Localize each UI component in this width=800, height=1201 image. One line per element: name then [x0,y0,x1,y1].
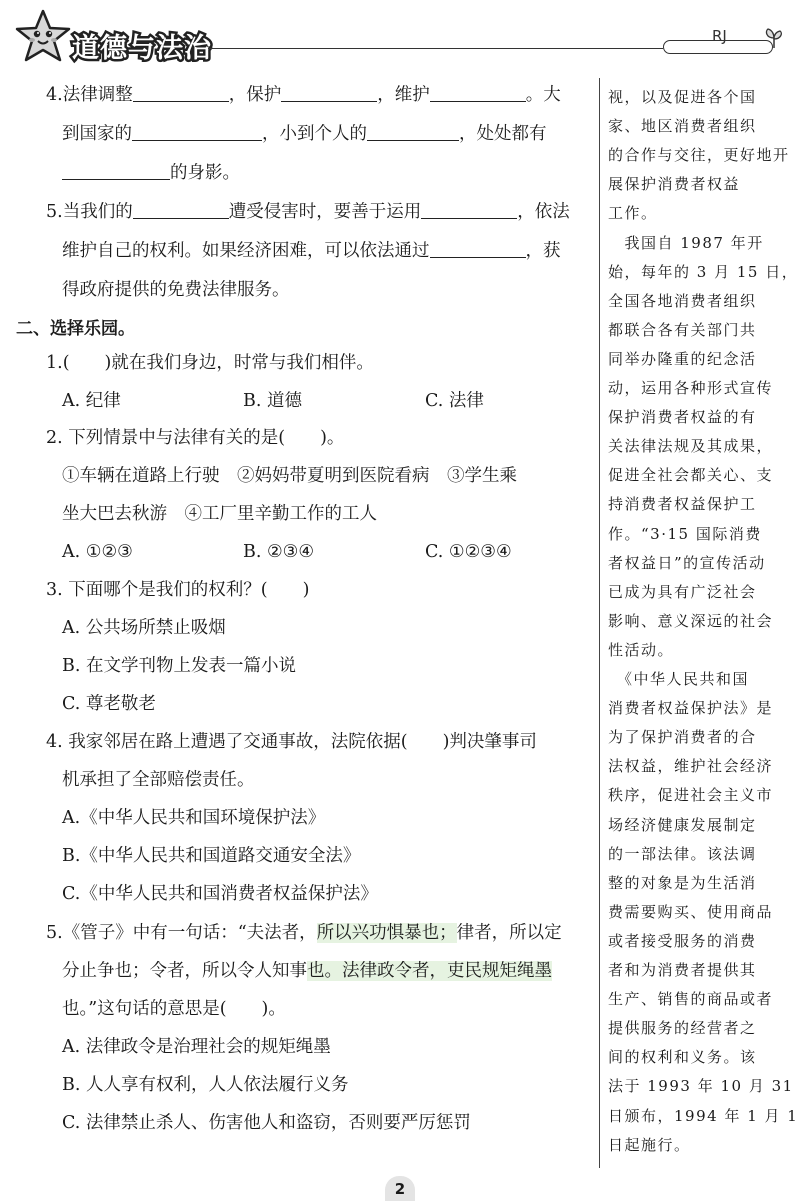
choice-question-1-stem: 1.( )就在我们身边，时常与我们相伴。 [46,353,374,373]
choice-question-5-stem: 5.《管子》中有一句话：“夫法者，所以兴功惧暴也；律者，所以定 [46,923,562,943]
choice-question-3-stem: 3. 下面哪个是我们的权利？( ) [46,580,310,600]
sidebar-line: 日颁布，1994 年 1 月 1 [608,1106,799,1125]
choice-option-b[interactable]: B. 道德 [243,391,302,411]
sidebar-line: 促进全社会都关心、支 [608,466,774,485]
section-title: 二、选择乐园。 [16,319,135,339]
answer-blank[interactable] [133,199,229,219]
choice-option-c[interactable]: C. ①②③④ [425,542,512,562]
fill-question-5-line3: 得政府提供的免费法律服务。 [62,280,290,300]
sidebar-line: 的一部法律。该法调 [608,844,757,863]
choice-option-b[interactable]: B. 在文学刊物上发表一篇小说 [62,656,296,676]
sidebar-line: 场经济健康发展制定 [608,815,757,834]
sidebar-line: 始，每年的 3 月 15 日， [608,262,799,281]
sidebar-line: 或者接受服务的消费 [608,931,757,950]
sidebar-line: 影响、意义深远的社会 [608,611,774,630]
answer-blank[interactable] [62,160,170,180]
column-divider [599,78,600,1168]
answer-blank[interactable] [421,199,517,219]
choice-option-c[interactable]: C. 法律禁止杀人、伤害他人和盗窃，否则要严厉惩罚 [62,1113,471,1133]
sidebar-line: 间的权利和义务。该 [608,1048,757,1067]
choice-option-b[interactable]: B. ②③④ [243,542,315,562]
answer-blank[interactable] [132,121,262,141]
sidebar-line: 消费者权益保护法》是 [608,699,774,718]
choice-option-c[interactable]: C. 法律 [425,391,484,411]
sidebar-line: 持消费者权益保护工 [608,495,757,514]
sidebar-line: 作。“3·15 国际消费 [608,524,762,543]
sidebar-line: 展保护消费者权益 [608,175,741,194]
sidebar-line: 提供服务的经营者之 [608,1019,757,1038]
choice-option-c[interactable]: C.《中华人民共和国消费者权益保护法》 [62,884,378,904]
sidebar-line: 已成为具有广泛社会 [608,582,757,601]
sidebar-line: 关法律法规及其成果， [608,437,774,456]
sidebar-line: 我国自 1987 年开 [608,233,764,252]
sidebar-line: 秩序，促进社会主义市 [608,786,774,805]
sidebar-line: 的合作与交往，更好地开 [608,146,790,165]
choice-option-a[interactable]: A. 公共场所禁止吸烟 [62,618,226,638]
sidebar-line: 日起施行。 [608,1135,691,1154]
sidebar-line: 《中华人民共和国 [608,670,750,688]
choice-option-a[interactable]: A. 纪律 [62,391,121,411]
answer-blank[interactable] [281,82,377,102]
answer-blank[interactable] [133,82,229,102]
sidebar-line: 动，运用各种形式宣传 [608,379,774,397]
sidebar-line: 法权益，维护社会经济 [608,757,774,776]
choice-option-b[interactable]: B. 人人享有权利，人人依法履行义务 [62,1075,349,1095]
star-mascot-icon [12,8,74,70]
page-number: 2 [385,1176,415,1201]
sidebar-line: 性活动。 [608,640,675,659]
choice-option-a[interactable]: A. ①②③ [62,542,133,562]
choice-option-c[interactable]: C. 尊老敬老 [62,694,156,714]
choice-question-4-stem: 4. 我家邻居在路上遭遇了交通事故，法院依据( )判决肇事司 [46,732,537,752]
fill-question-4-line2: 到国家的 ，小到个人的 ，处处都有 [62,121,547,147]
sidebar-line: 家、地区消费者组织 [608,117,757,136]
fill-question-5-line2: 维护自己的权利。如果经济困难，可以依法通过 ，获 [62,238,561,264]
choice-option-a[interactable]: A.《中华人民共和国环境保护法》 [62,808,326,828]
sprout-icon [762,26,786,50]
page-footer [0,1170,800,1201]
answer-blank[interactable] [430,238,526,258]
answer-blank[interactable] [430,82,526,102]
choice-question-2-situations: ①车辆在道路上行驶 ②妈妈带夏明到医院看病 ③学生乘 [62,466,517,486]
sidebar-line: 者权益日”的宣传活动 [608,553,766,572]
sidebar-line: 为了保护消费者的合 [608,728,757,747]
main-column [0,75,600,1165]
highlighted-text: 也。法律政令者，吏民规矩绳墨 [307,961,552,981]
page-header [0,0,800,75]
sidebar-line: 保护消费者权益的有 [608,408,757,427]
sidebar-line: 生产、销售的商品或者 [608,990,774,1009]
sidebar-line: 都联合各有关部门共 [608,320,757,339]
sidebar-line: 整的对象是为生活消 [608,873,757,892]
choice-question-5-stem-cont: 也。”这句话的意思是( )。 [62,999,286,1019]
fill-question-4-line3: 的身影。 [62,160,240,186]
choice-option-b[interactable]: B.《中华人民共和国道路交通安全法》 [62,846,361,866]
choice-question-2-stem: 2. 下列情景中与法律有关的是( )。 [46,428,345,448]
fill-question-4-line1: 4.法律调整 ，保护 ，维护 。大 [46,82,561,108]
sidebar-line: 视，以及促进各个国 [608,88,757,106]
highlighted-text: 所以兴功惧暴也； [316,923,457,943]
sidebar-line: 费需要购买、使用商品 [608,902,774,921]
subject-title: 道德与法治 [72,33,212,64]
header-rule [208,48,663,49]
sidebar-line: 全国各地消费者组织 [608,291,757,310]
sidebar-line: 者和为消费者提供其 [608,961,757,979]
answer-blank[interactable] [367,121,459,141]
fill-question-5-line1: 5.当我们的 遭受侵害时，要善于运用 ，依法 [46,199,570,225]
choice-question-2-situations: 坐大巴去秋游 ④工厂里辛勤工作的工人 [62,504,377,524]
edition-label: RJ [712,27,727,45]
choice-option-a[interactable]: A. 法律政令是治理社会的规矩绳墨 [62,1037,331,1057]
sidebar-line: 法于 1993 年 10 月 31 [608,1077,794,1096]
sidebar-line: 同举办隆重的纪念活 [608,349,757,368]
choice-question-5-stem-cont: 分止争也；令者，所以令人知事也。法律政令者，吏民规矩绳墨 [62,961,552,981]
sidebar-line: 工作。 [608,204,658,223]
choice-question-4-stem-cont: 机承担了全部赔偿责任。 [62,770,255,790]
